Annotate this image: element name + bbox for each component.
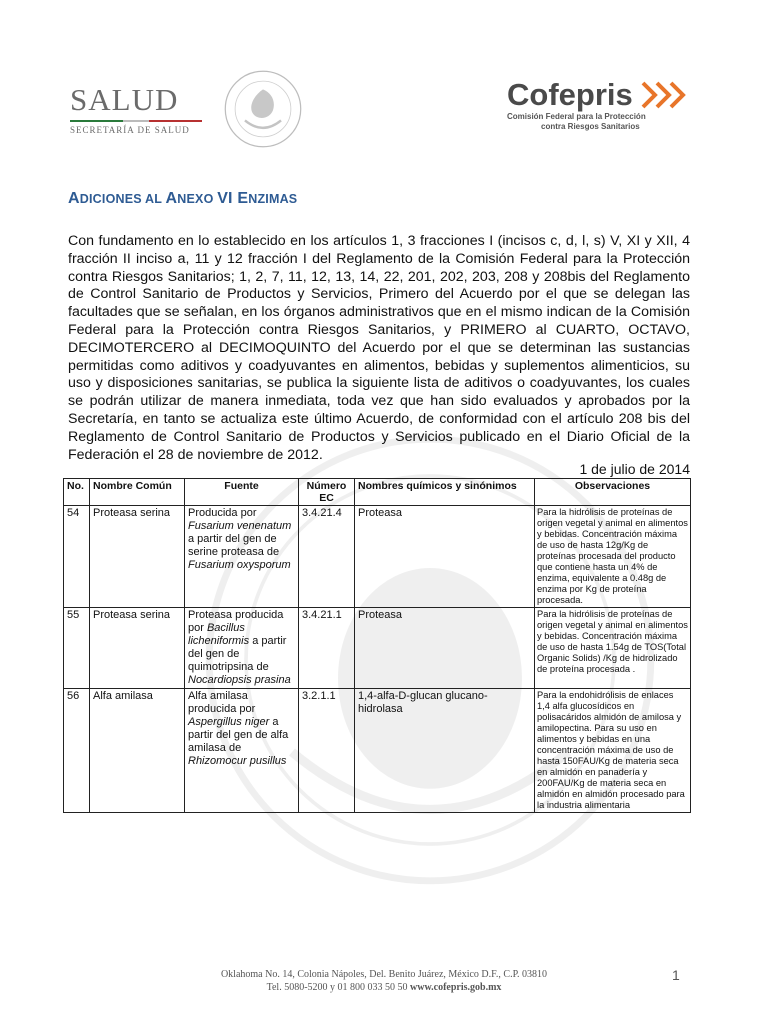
cell-numero-ec: 3.4.21.1 xyxy=(299,608,355,689)
page-number: 1 xyxy=(672,967,680,983)
cell-nombre: Proteasa serina xyxy=(90,506,185,608)
letterhead xyxy=(0,0,768,150)
table-row xyxy=(64,608,691,689)
cofepris-wordmark: Cofepris xyxy=(507,77,633,112)
salud-wordmark: SALUD xyxy=(70,82,179,117)
document-date: 1 de julio de 2014 xyxy=(579,461,690,477)
salud-subtitle: SECRETARÍA DE SALUD xyxy=(70,125,190,135)
cofepris-logo xyxy=(507,78,707,132)
salud-tricolor-rule xyxy=(70,120,202,122)
header-no: No. xyxy=(64,479,90,506)
chevron-arrows-icon xyxy=(641,80,693,110)
header-observaciones: Observaciones xyxy=(535,479,691,506)
enzymes-table xyxy=(63,478,691,813)
cell-nombre: Alfa amilasa xyxy=(90,689,185,813)
cell-observaciones: Para la hidrólisis de proteínas de origen vegetal y animal en alimentos y bebidas. Concentración máxima de uso de hasta 1.54g de TOS(Total Organic Solids) /Kg de hidrolizado de proteína procesada . xyxy=(535,608,691,689)
header-fuente: Fuente xyxy=(185,479,299,506)
table-row xyxy=(64,689,691,813)
header-nombre-comun: Nombre Común xyxy=(90,479,185,506)
cell-numero-ec: 3.4.21.4 xyxy=(299,506,355,608)
legal-basis-paragraph: Con fundamento en lo establecido en los artículos 1, 3 fracciones I (incisos c, d, l, s) V, XI y XII, 4 fracción II inciso a, 11 y 12 fracción I del Reglamento de la Comisión Federal para la Protección contra Riesgos Sanitarios; 1, 2, 7, 11, 12, 13, 14, 22, 201, 202, 203, 208 y 208bis del Reglamento de Control Sanitario de Productos y Servicios, Primero del Acuerdo por el que se delegan las facultades que se señalan, en los órganos administrativos que en el mismo indican de la Comisión Federal para la Protección contra Riesgos Sanitarios, y PRIMERO al CUARTO, OCTAVO, DECIMOTERCERO al DECIMOQUINTO del Acuerdo por el que se determinan las sustancias permitidas como aditivos y coadyuvantes en alimentos, bebidas y suplementos alimenticios, su uso y disposiciones sanitarias, se publica la siguiente lista de aditivos o coadyuvantes, los cuales se podrán utilizar de manera inmediata, toda vez que han sido evaluados y aprobados por la Secretaría, en tanto se actualiza este último Acuerdo, de conformidad con el artículo 208 bis del Reglamento de Control Sanitario de Productos y Servicios publicado en el Diario Oficial de la Federación el 28 de noviembre de 2012. xyxy=(68,233,690,463)
cofepris-subtitle-line2: contra Riesgos Sanitarios xyxy=(541,122,640,131)
salud-logo xyxy=(70,84,210,135)
cell-fuente: Alfa amilasa producida por Aspergillus niger a partir del gen de alfa amilasa de Rhizomocur pusillus xyxy=(185,689,299,813)
footer-address xyxy=(0,968,768,994)
table-row xyxy=(64,506,691,608)
national-seal-icon xyxy=(222,68,304,150)
cofepris-subtitle-line1: Comisión Federal para la Protección xyxy=(507,112,646,121)
cell-observaciones: Para la endohidrólisis de enlaces 1,4 alfa glucosídicos en polisacáridos almidón de amilosa y amilopectina. Para su uso en alimentos y bebidas en una concentración máxima de uso de hasta 150FAU/Kg de materia seca en almidón en panadería y 200FAU/Kg de materia seca en almidón en almidón procesado para la industria alimentaria xyxy=(535,689,691,813)
footer-line1: Oklahoma No. 14, Colonia Nápoles, Del. Benito Juárez, México D.F., C.P. 03810 xyxy=(220,969,548,980)
header-numero-ec: Número EC xyxy=(299,479,355,506)
cell-no: 56 xyxy=(64,689,90,813)
cell-fuente: Producida por Fusarium venenatum a partir del gen de serine proteasa de Fusarium oxysporum xyxy=(185,506,299,608)
cell-fuente: Proteasa producida por Bacillus licheniformis a partir del gen de quimotripsina de Nocardiopsis prasina xyxy=(185,608,299,689)
header-nombres-quimicos: Nombres químicos y sinónimos xyxy=(355,479,535,506)
cell-quimicos: Proteasa xyxy=(355,506,535,608)
cell-no: 54 xyxy=(64,506,90,608)
cell-numero-ec: 3.2.1.1 xyxy=(299,689,355,813)
footer-line2: Tel. 5080-5200 y 01 800 033 50 50 www.cofepris.gob.mx xyxy=(266,982,502,993)
document-title: ADICIONES AL ANEXO VI ENZIMAS xyxy=(68,190,298,207)
cell-nombre: Proteasa serina xyxy=(90,608,185,689)
footer-website: www.cofepris.gob.mx xyxy=(410,982,502,993)
table-header-row xyxy=(64,479,691,506)
cell-no: 55 xyxy=(64,608,90,689)
cell-observaciones: Para la hidrólisis de proteínas de origen vegetal y animal en alimentos y bebidas. Concentración máxima de uso de hasta 12g/Kg de proteínas procesada del producto que contiene hasta un 4% de enzima, equivalente a 0.48g de enzima por Kg de proteína procesada. xyxy=(535,506,691,608)
cell-quimicos: 1,4-alfa-D-glucan glucano-hidrolasa xyxy=(355,689,535,813)
cell-quimicos: Proteasa xyxy=(355,608,535,689)
